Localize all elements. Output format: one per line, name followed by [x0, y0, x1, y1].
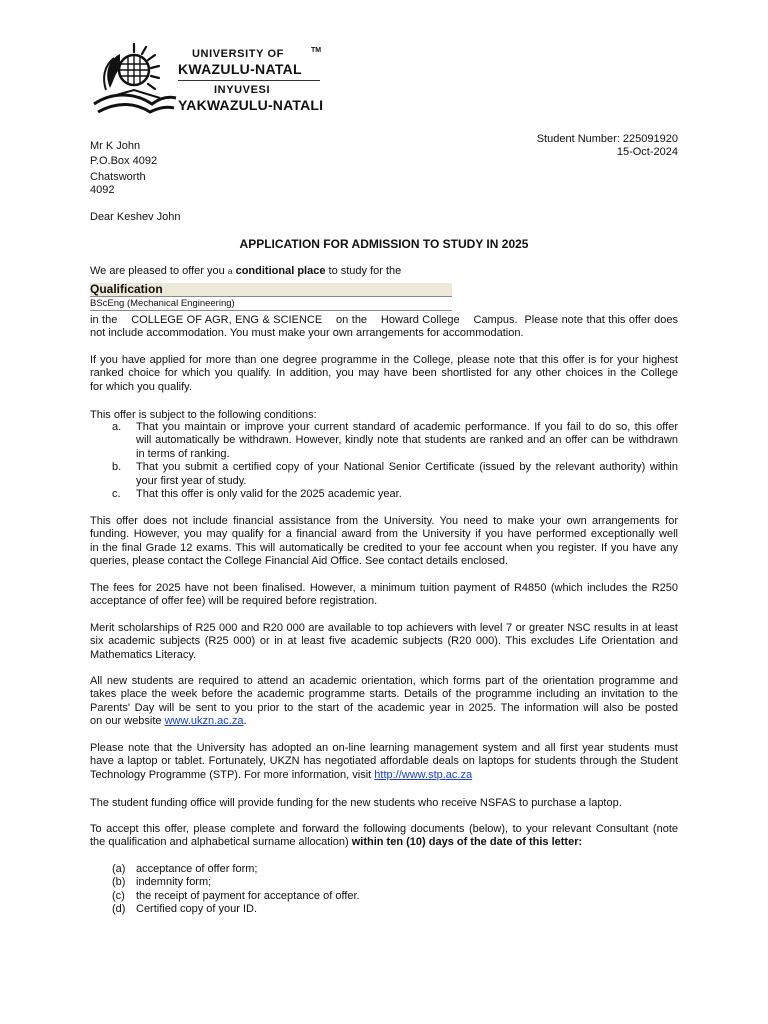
logo-line-2: KWAZULU-NATAL	[178, 61, 302, 77]
paragraph-line: funding. However, you may qualify for a financial award from the University if you have performed exceptionally well	[90, 528, 678, 541]
nsfas-paragraph: The student funding office will provide funding for the new students who receive NSFAS to purchase a laptop.	[90, 797, 622, 809]
paragraph-line: This offer does not include financial assistance from the University. You need to make your own arrangements for	[90, 515, 678, 527]
paragraph-line	[90, 836, 678, 849]
document-item: indemnity form;	[136, 876, 212, 889]
paragraph-line: All new students are required to attend an academic orientation, which forms part of the orientation programme and	[90, 675, 678, 687]
paragraph-line: not include accommodation. You must make your own arrangements for accommodation.	[90, 327, 524, 340]
ukzn-logo	[90, 42, 330, 120]
list-item	[112, 890, 678, 903]
offer-conditional-place: conditional place	[235, 265, 326, 277]
list-item	[112, 488, 678, 501]
list-item-line: That this offer is only valid for the 2025 academic year.	[136, 488, 402, 501]
offer-text-post: to study for the	[328, 265, 402, 277]
list-marker: (a)	[112, 863, 126, 875]
list-item-line: That you maintain or improve your current standard of academic performance. If you fail to do so, this offer	[136, 421, 678, 433]
letter-date: 15-Oct-2024	[616, 146, 678, 158]
logo-wordmark	[178, 48, 328, 113]
address-line: P.O.Box 4092	[90, 155, 158, 167]
student-number: Student Number: 225091920	[536, 133, 678, 145]
laptop-paragraph	[90, 742, 678, 782]
address-line: Chatsworth	[90, 171, 146, 183]
paragraph-line: for which you qualify.	[90, 380, 192, 393]
orientation-paragraph	[90, 675, 678, 729]
salutation: Dear Keshev John	[90, 211, 181, 223]
list-item-line: in terms of ranking.	[136, 447, 230, 460]
paragraph-line: To accept this offer, please complete and forward the following documents (below), to your relevant Consultant (note	[90, 823, 678, 835]
paragraph-line: ranked choice for which you qualify. In addition, you may have been shortlisted for any other choices in the College	[90, 367, 678, 380]
paragraph-line	[90, 769, 678, 782]
logo-divider	[178, 80, 320, 81]
conditions-intro: This offer is subject to the following conditions:	[90, 409, 317, 421]
offer-text-a: a	[227, 266, 233, 276]
list-item	[112, 421, 678, 461]
paragraph-line: six academic subjects (R25 000) or in at least five academic subjects (R20 000). This excludes Life Orientation and	[90, 635, 678, 648]
paragraph-line: in the final Grade 12 exams. This will automatically be credited to your fee account when you register. If you have any	[90, 541, 678, 554]
logo-line-1: UNIVERSITY OF	[192, 48, 284, 60]
paragraph-line: If you have applied for more than one degree programme in the College, please note that this offer is for your highest	[90, 354, 678, 366]
paragraph-line: Please note that the University has adopted an on-line learning management system and all first year students must	[90, 742, 678, 754]
paragraph-line: The fees for 2025 have not been finalised. However, a minimum tuition payment of R4850 (which includes the R250	[90, 582, 678, 594]
document-item: the receipt of payment for acceptance of offer.	[136, 889, 360, 902]
ukzn-crest-icon	[90, 42, 178, 120]
trademark-mark: TM	[311, 47, 322, 54]
paragraph-line: Mathematics Literacy.	[90, 648, 197, 661]
list-item	[112, 903, 678, 916]
paragraph-line: queries, please contact the College Financial Aid Office. See contact details enclosed.	[90, 555, 509, 568]
list-item-line: That you submit a certified copy of your National Senior Certificate (issued by the relevant authority) within	[136, 461, 678, 474]
ukzn-website-link[interactable]: www.ukzn.ac.za	[164, 715, 244, 728]
list-marker: a.	[112, 421, 122, 433]
list-marker: (b)	[112, 876, 126, 889]
list-item-line: your first year of study.	[136, 474, 247, 487]
paragraph-line: in the COLLEGE OF AGR, ENG & SCIENCE on the Howard College Campus. Please note that this offer does	[90, 314, 678, 326]
address-line: Mr K John	[90, 140, 141, 152]
accept-paragraph	[90, 823, 678, 850]
paragraph-line: acceptance of offer fee) will be required before registration.	[90, 595, 378, 608]
document-item: Certified copy of your ID.	[136, 903, 258, 916]
list-item	[112, 876, 678, 889]
accept-deadline: within ten (10) days of the date of this letter:	[351, 836, 583, 849]
orientation-last-text: on our website	[90, 715, 162, 728]
qualification-name: BScEng (Mechanical Engineering)	[90, 297, 452, 311]
offer-sentence	[90, 264, 401, 278]
choice-paragraph	[90, 354, 678, 394]
conditions-list	[112, 421, 678, 501]
offer-text-pre: We are pleased to offer you	[90, 265, 225, 277]
documents-list	[112, 863, 678, 917]
document-item: acceptance of offer form;	[136, 863, 258, 875]
list-item-line: will automatically be withdrawn. However, kindly note that students are ranked and an offer can be withdrawn	[136, 434, 678, 447]
logo-line-3: INYUVESI	[214, 84, 271, 96]
college-paragraph	[90, 314, 678, 341]
paragraph-line: Parents' Day will be sent to you prior to the start of the academic year in 2025. The information will also be posted	[90, 701, 678, 714]
paragraph-line: takes place the week before the academic programme starts. Details of the programme including an invitation to the	[90, 688, 678, 701]
logo-line-4: YAKWAZULU-NATALI	[178, 97, 324, 113]
stp-website-link[interactable]: http://www.stp.ac.za	[374, 768, 473, 781]
letter-title: APPLICATION FOR ADMISSION TO STUDY IN 2025	[239, 237, 529, 251]
list-marker: (d)	[112, 903, 126, 916]
list-item	[112, 863, 678, 876]
list-marker: (c)	[112, 889, 125, 902]
finance-paragraph	[90, 515, 678, 569]
orientation-end: .	[243, 715, 247, 728]
paragraph-line: Merit scholarships of R25 000 and R20 000 are available to top achievers with level 7 or greater NSC results in at least	[90, 622, 678, 634]
list-marker: b.	[112, 461, 122, 474]
address-line: 4092	[90, 184, 115, 196]
laptop-last-text: Technology Programme (STP). For more information, visit	[90, 768, 372, 781]
paragraph-line: have a laptop or tablet. Fortunately, UKZN has negotiated affordable deals on laptops for students through the Student	[90, 755, 678, 768]
fees-paragraph	[90, 582, 678, 609]
merit-paragraph	[90, 622, 678, 662]
paragraph-line	[90, 715, 678, 728]
list-marker: c.	[112, 488, 121, 501]
accept-text: the qualification and alphabetical surname allocation)	[90, 836, 349, 849]
list-item	[112, 461, 678, 488]
qualification-heading: Qualification	[90, 283, 452, 297]
